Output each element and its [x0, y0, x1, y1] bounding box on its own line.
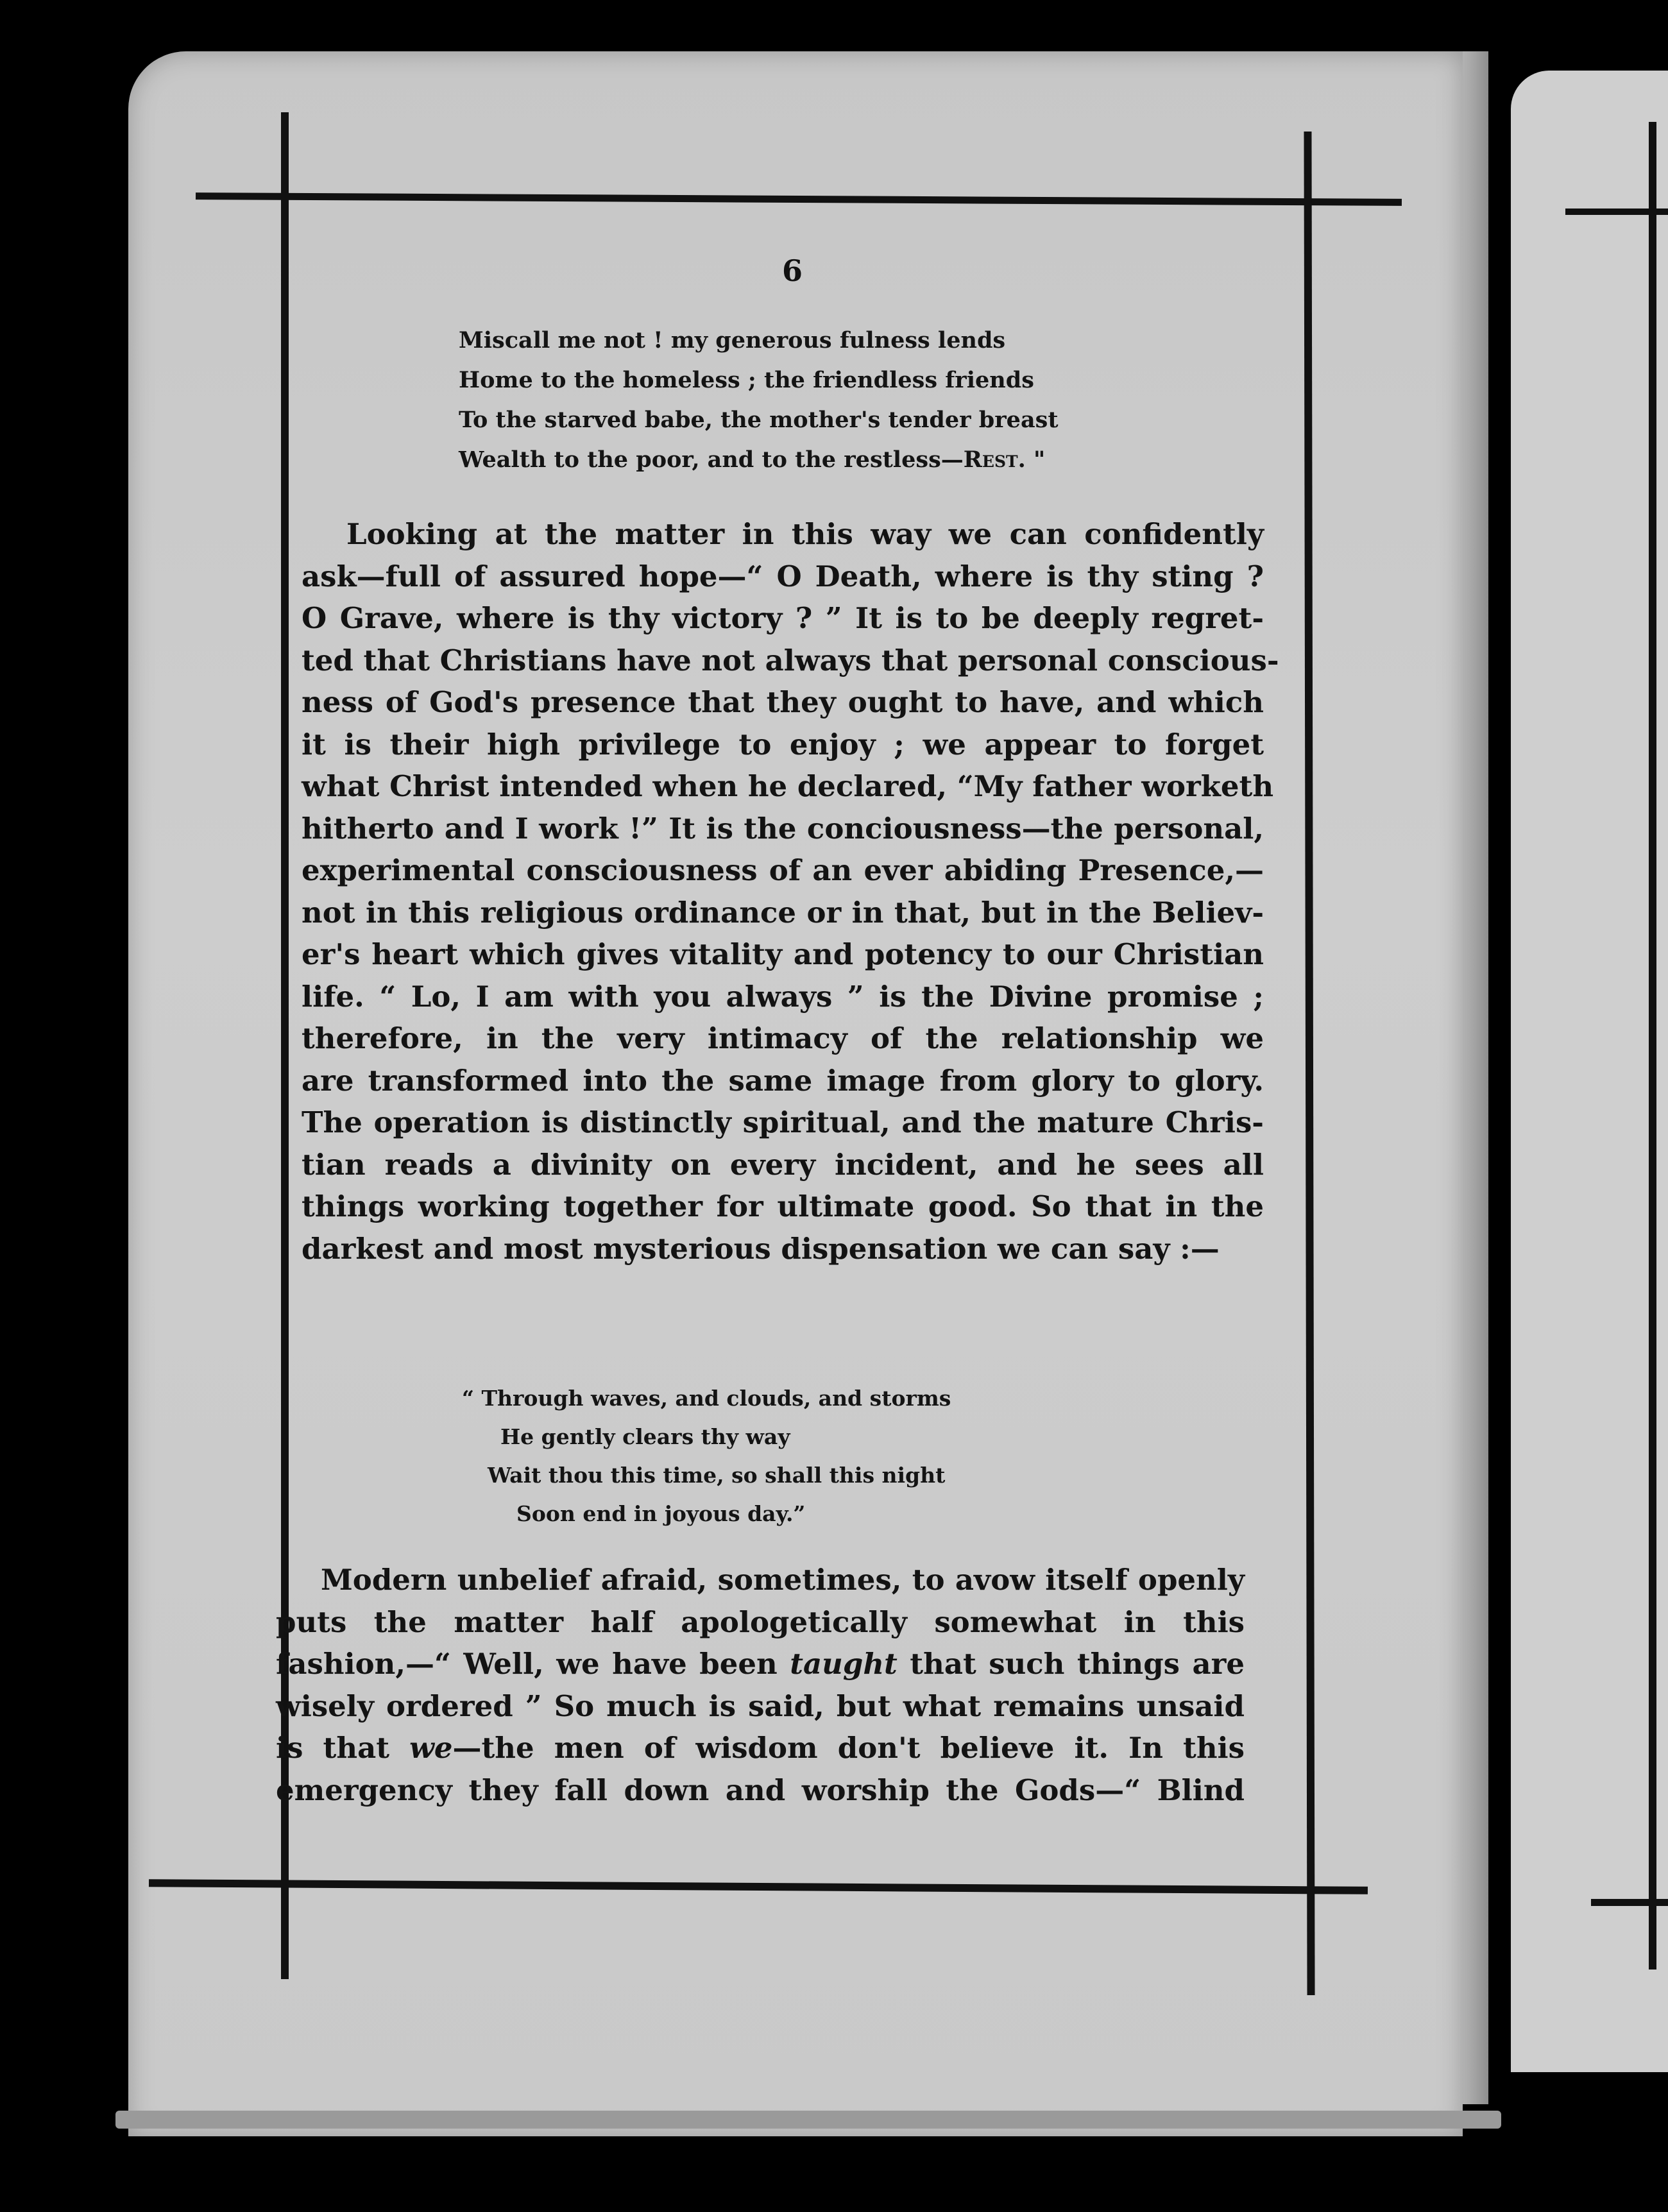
verse-middle — [462, 1379, 951, 1533]
next-page-fragment — [1511, 71, 1668, 2072]
paragraph-line: therefore, in the very intimacy of the relationship we — [302, 1021, 1264, 1055]
paragraph-line: what Christ intended when he declared, “My father worketh — [302, 769, 1274, 803]
paragraph-line: experimental consciousness of an ever abiding Presence,— — [302, 853, 1264, 887]
verse-top-line: To the starved babe, the mother's tender breast — [459, 407, 1059, 433]
paragraph-line: hitherto and I work !” It is the conciousness—the personal, — [302, 811, 1264, 846]
verse-top-line: Home to the homeless ; the friendless friends — [459, 367, 1034, 393]
paragraph-text: that such things are — [897, 1647, 1245, 1681]
emphasis-we: we — [409, 1731, 453, 1765]
next-page-vertical-rule — [1649, 122, 1656, 1970]
paragraph-line: are transformed into the same image from glory to glory. — [302, 1063, 1264, 1098]
paragraph-line: ted that Christians have not always that personal conscious- — [302, 643, 1279, 677]
paragraph-line: er's heart which gives vitality and potency to our Christian — [302, 937, 1264, 971]
paragraph-2 — [276, 1559, 1245, 1811]
paragraph-text: fashion,—“ Well, we have been — [276, 1647, 790, 1681]
paragraph-line: not in this religious ordinance or in that, but in the Believ- — [302, 895, 1264, 930]
paragraph-line — [276, 1727, 1245, 1769]
verse-top-closing-quote: " — [1025, 447, 1046, 473]
paragraph-line: darkest and most mysterious dispensation we can say :— — [302, 1231, 1220, 1266]
verse-middle-line: Soon end in joyous day.” — [516, 1501, 806, 1526]
verse-top-rest-word: Rest. — [963, 447, 1026, 473]
paragraph-line: O Grave, where is thy victory ? ” It is to be deeply regret- — [302, 601, 1264, 635]
paragraph-line: emergency they fall down and worship the Gods—“ Blind — [276, 1773, 1245, 1807]
verse-top-line: Miscall me not ! my generous fulness lends — [459, 327, 1006, 353]
paragraph-line: tian reads a divinity on every incident, and he sees all — [302, 1147, 1264, 1182]
paragraph-line: wisely ordered ” So much is said, but what remains unsaid — [276, 1689, 1245, 1723]
emphasis-taught: taught — [790, 1647, 898, 1681]
paragraph-line — [276, 1643, 1245, 1685]
paragraph-line: it is their high privilege to enjoy ; we appear to forget — [302, 727, 1264, 761]
paragraph-line: life. “ Lo, I am with you always ” is the Divine promise ; — [302, 979, 1264, 1014]
paragraph-line: Modern unbelief afraid, sometimes, to avow itself openly — [321, 1563, 1245, 1597]
paragraph-text: is that — [276, 1731, 410, 1765]
verse-middle-line: Wait thou this time, so shall this night — [488, 1463, 946, 1488]
verse-middle-line: “ Through waves, and clouds, and storms — [462, 1386, 951, 1411]
paragraph-line: things working together for ultimate good. So that in the — [302, 1189, 1264, 1223]
verse-top-line-text: Wealth to the poor, and to the restless— — [459, 447, 964, 473]
verse-top — [459, 321, 1059, 480]
page-bottom-edge — [115, 2111, 1501, 2129]
verse-top-line — [459, 440, 1059, 480]
paragraph-line: Looking at the matter in this way we can confidently — [346, 517, 1264, 551]
page-number: 6 — [781, 253, 803, 288]
paragraph-line: ask—full of assured hope—“ O Death, where is thy sting ? — [302, 559, 1264, 593]
paragraph-line: ness of God's presence that they ought to have, and which — [302, 685, 1264, 719]
paragraph-1 — [302, 513, 1279, 1270]
paragraph-line: The operation is distinctly spiritual, and the mature Chris- — [302, 1105, 1264, 1139]
paragraph-line: puts the matter half apologetically somewhat in this — [276, 1604, 1245, 1639]
next-page-bottom-rule — [1591, 1899, 1668, 1906]
verse-middle-line: He gently clears thy way — [500, 1424, 790, 1449]
paragraph-text: —the men of wisdom don't believe it. In this — [452, 1731, 1245, 1765]
